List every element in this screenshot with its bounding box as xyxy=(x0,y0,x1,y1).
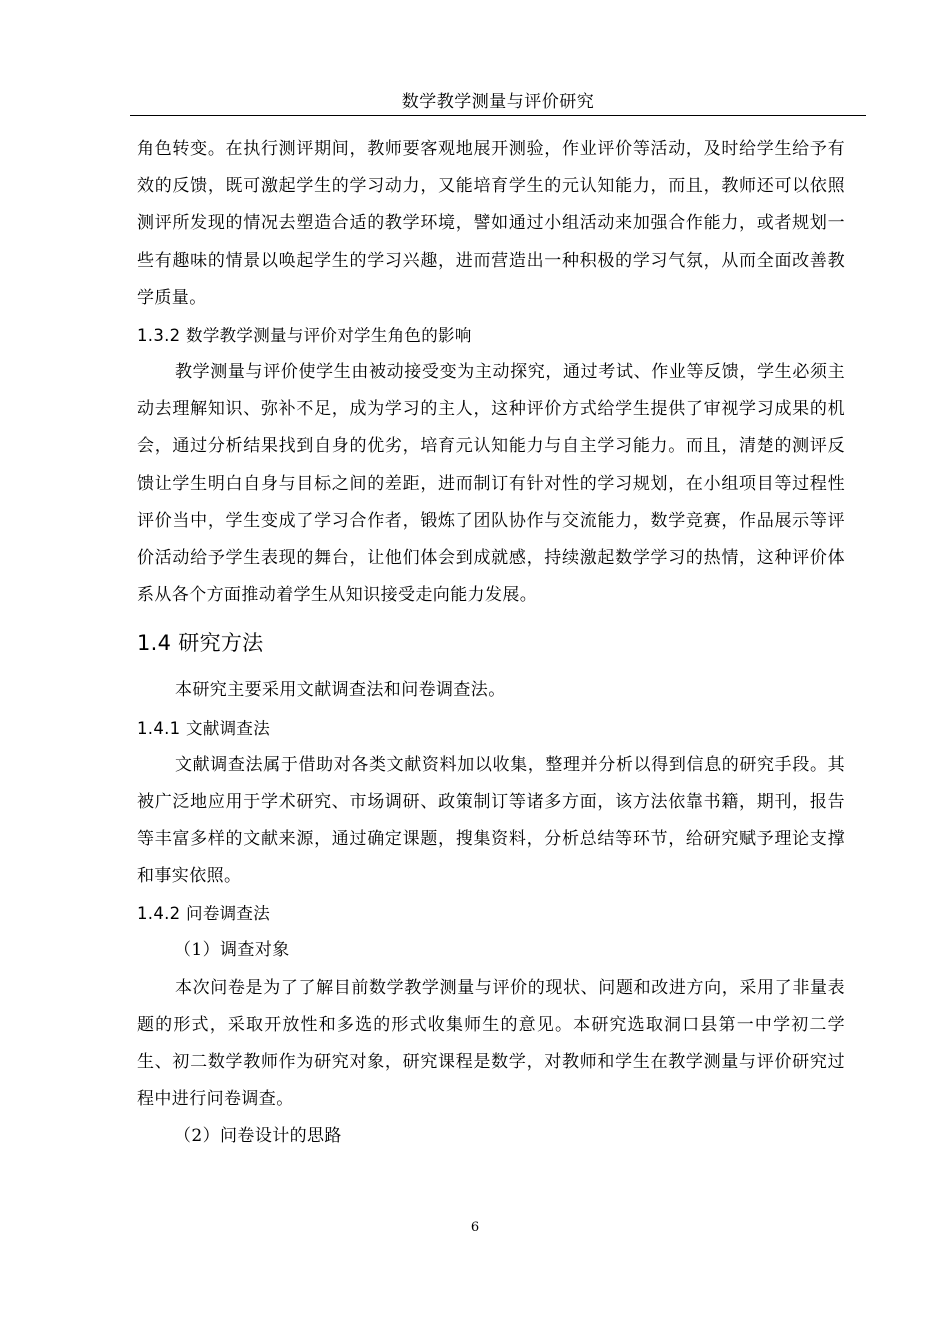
paragraph-survey-subjects: 本次问卷是为了了解目前数学教学测量与评价的现状、问题和改进方向，采用了非量表题的形式，采取开放性和多选的形式收集师生的意见。本研究选取洞口县第一中学初二学生、初二数学教师作为研究对象，研究课程是数学，对教师和学生在教学测量与评价研究过程中进行问卷调查。 xyxy=(137,977,845,1110)
page-body xyxy=(137,131,845,1156)
paragraph-methods-intro: 本研究主要采用文献调查法和问卷调查法。 xyxy=(175,680,506,701)
paragraph-teacher-role-continued: 角色转变。在执行测评期间，教师要客观地展开测验，作业评价等活动，及时给学生给予有效的反馈，既可激起学生的学习动力，又能培育学生的元认知能力，而且，教师还可以依照测评所发现的情况去塑造合适的教学环境，譬如通过小组活动来加强合作能力，或者规划一些有趣味的情景以唤起学生的学习兴趣，进而营造出一种积极的学习气氛，从而全面改善教学质量。 xyxy=(137,139,845,308)
page-number: 6 xyxy=(470,1220,480,1235)
heading-1-4-2: 1.4.2 问卷调查法 xyxy=(137,904,271,924)
paragraph-literature-method: 文献调查法属于借助对各类文献资料加以收集，整理并分析以得到信息的研究手段。其被广泛地应用于学术研究、市场调研、政策制订等诸多方面，该方法依靠书籍，期刊，报告等丰富多样的文献来源，通过确定课题，搜集资料，分析总结等环节，给研究赋予理论支撑和事实依照。 xyxy=(137,754,845,887)
list-item-questionnaire-design: （2）问卷设计的思路 xyxy=(174,1126,342,1147)
heading-1-4: 1.4 研究方法 xyxy=(137,631,264,656)
header-divider xyxy=(130,115,866,116)
heading-1-3-2: 1.3.2 数学教学测量与评价对学生角色的影响 xyxy=(137,326,472,346)
running-header-title: 数学教学测量与评价研究 xyxy=(401,92,595,112)
paragraph-student-role: 教学测量与评价使学生由被动接受变为主动探究，通过考试、作业等反馈，学生必须主动去理解知识、弥补不足，成为学习的主人，这种评价方式给学生提供了审视学习成果的机会，通过分析结果找到自身的优劣，培育元认知能力与自主学习能力。而且，清楚的测评反馈让学生明白自身与目标之间的差距，进而制订有针对性的学习规划，在小组项目等过程性评价当中，学生变成了学习合作者，锻炼了团队协作与交流能力，数学竞赛，作品展示等评价活动给予学生表现的舞台，让他们体会到成就感，持续激起数学学习的热情，这种评价体系从各个方面推动着学生从知识接受走向能力发展。 xyxy=(137,362,845,606)
heading-1-4-1: 1.4.1 文献调查法 xyxy=(137,718,271,738)
list-item-survey-subjects: （1）调查对象 xyxy=(174,940,290,961)
